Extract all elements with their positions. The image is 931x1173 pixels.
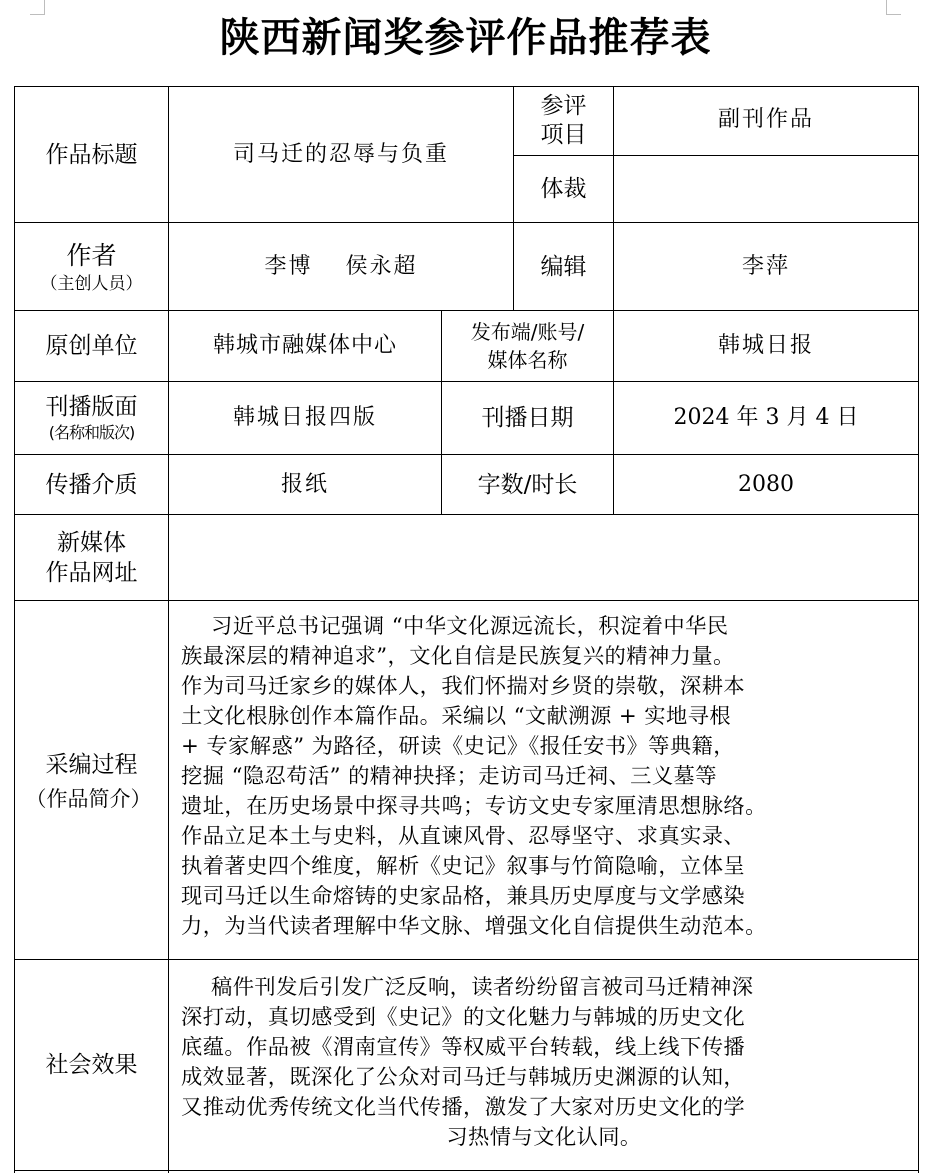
form-title: 陕西新闻奖参评作品推荐表 <box>219 15 712 61</box>
label-author: 作者 <box>66 240 117 270</box>
label-process-block <box>15 601 168 959</box>
process-line: 习近平总书记强调 “中华文化源远流长，积淀着中华民 <box>211 614 729 639</box>
label-process-sub: （作品简介） <box>25 787 152 811</box>
process-line: 作为司马迁家乡的媒体人，我们怀揣对乡贤的崇敬，深耕本 <box>181 674 746 699</box>
label-page-section: 刊播版面 <box>45 394 138 420</box>
process-line: 现司马迁以生命熔铸的史家品格，兼具历史厚度与文学感染 <box>181 884 746 909</box>
effect-line: 成效显著，既深化了公众对司马迁与韩城历史渊源的认知， <box>181 1065 746 1090</box>
value-publisher: 韩城日报 <box>717 333 814 358</box>
value-category: 副刊作品 <box>717 107 814 132</box>
value-genre <box>614 156 918 222</box>
label-genre: 体裁 <box>540 176 587 202</box>
value-word-count: 2080 <box>738 471 794 497</box>
process-line: 执着著史四个维度，解析《史记》叙事与竹简隐喻，立体呈 <box>181 854 746 879</box>
process-line: 土文化根脉创作本篇作品。采编以 “文献溯源 + 实地寻根 <box>181 704 732 729</box>
label-category: 参评 项目 <box>540 93 587 148</box>
table-border-right <box>918 86 919 1173</box>
effect-line: 习热情与文化认同。 <box>446 1125 642 1150</box>
value-new-media-url <box>169 515 918 600</box>
process-line: 族最深层的精神追求”，文化自信是民族复兴的精神力量。 <box>181 644 735 669</box>
process-line: 作品立足本土与史料，从直谏风骨、忍辱坚守、求真实录、 <box>181 824 746 849</box>
effect-line: 底蕴。作品被《渭南宣传》等权威平台转载，线上线下传播 <box>181 1035 746 1060</box>
label-page-section-block <box>15 382 168 454</box>
process-line: 遗址，在历史场景中探寻共鸣；专访文史专家厘清思想脉络。 <box>181 794 767 819</box>
social-effect-description <box>181 973 907 1153</box>
label-publish-date: 刊播日期 <box>481 405 574 431</box>
process-line: 挖掘 “隐忍苟活” 的精神抉择；走访司马迁祠、三义墓等 <box>181 764 717 789</box>
effect-line: 又推动优秀传统文化当代传播，激发了大家对历史文化的学 <box>181 1095 746 1120</box>
process-line: 力，为当代读者理解中华文脉、增强文化自信提供生动范本。 <box>181 914 767 939</box>
value-page-section: 韩城日报四版 <box>232 405 377 430</box>
value-medium: 报纸 <box>280 471 329 497</box>
label-page-section-sub: (名称和版次) <box>48 423 135 442</box>
value-original-unit: 韩城市融媒体中心 <box>212 333 397 358</box>
label-work-title: 作品标题 <box>45 141 138 168</box>
label-social-effect: 社会效果 <box>45 1052 138 1078</box>
label-medium: 传播介质 <box>45 471 138 498</box>
label-original-unit: 原创单位 <box>45 333 138 359</box>
value-author: 李博 侯永超 <box>264 253 418 279</box>
label-publisher: 发布端/账号/ 媒体名称 <box>470 320 585 372</box>
row-divider <box>14 1170 919 1171</box>
process-description <box>181 612 907 942</box>
label-author-sub: （主创人员） <box>40 273 143 294</box>
process-line: + 专家解惑” 为路径，研读《史记》《报任安书》等典籍， <box>181 734 735 759</box>
value-publish-date: 2024 年 3 月 4 日 <box>673 405 859 430</box>
label-process: 采编过程 <box>45 752 138 778</box>
label-new-media-url: 新媒体 作品网址 <box>45 529 138 586</box>
effect-line: 稿件刊发后引发广泛反响，读者纷纷留言被司马迁精神深 <box>211 975 754 1000</box>
value-editor: 李萍 <box>741 253 790 279</box>
value-work-title: 司马迁的忍辱与负重 <box>232 141 449 167</box>
label-editor: 编辑 <box>540 253 587 280</box>
effect-line: 深打动，真切感受到《史记》的文化魅力与韩城的历史文化 <box>181 1005 746 1030</box>
label-author-block <box>15 223 168 310</box>
label-word-count: 字数/时长 <box>477 471 578 498</box>
